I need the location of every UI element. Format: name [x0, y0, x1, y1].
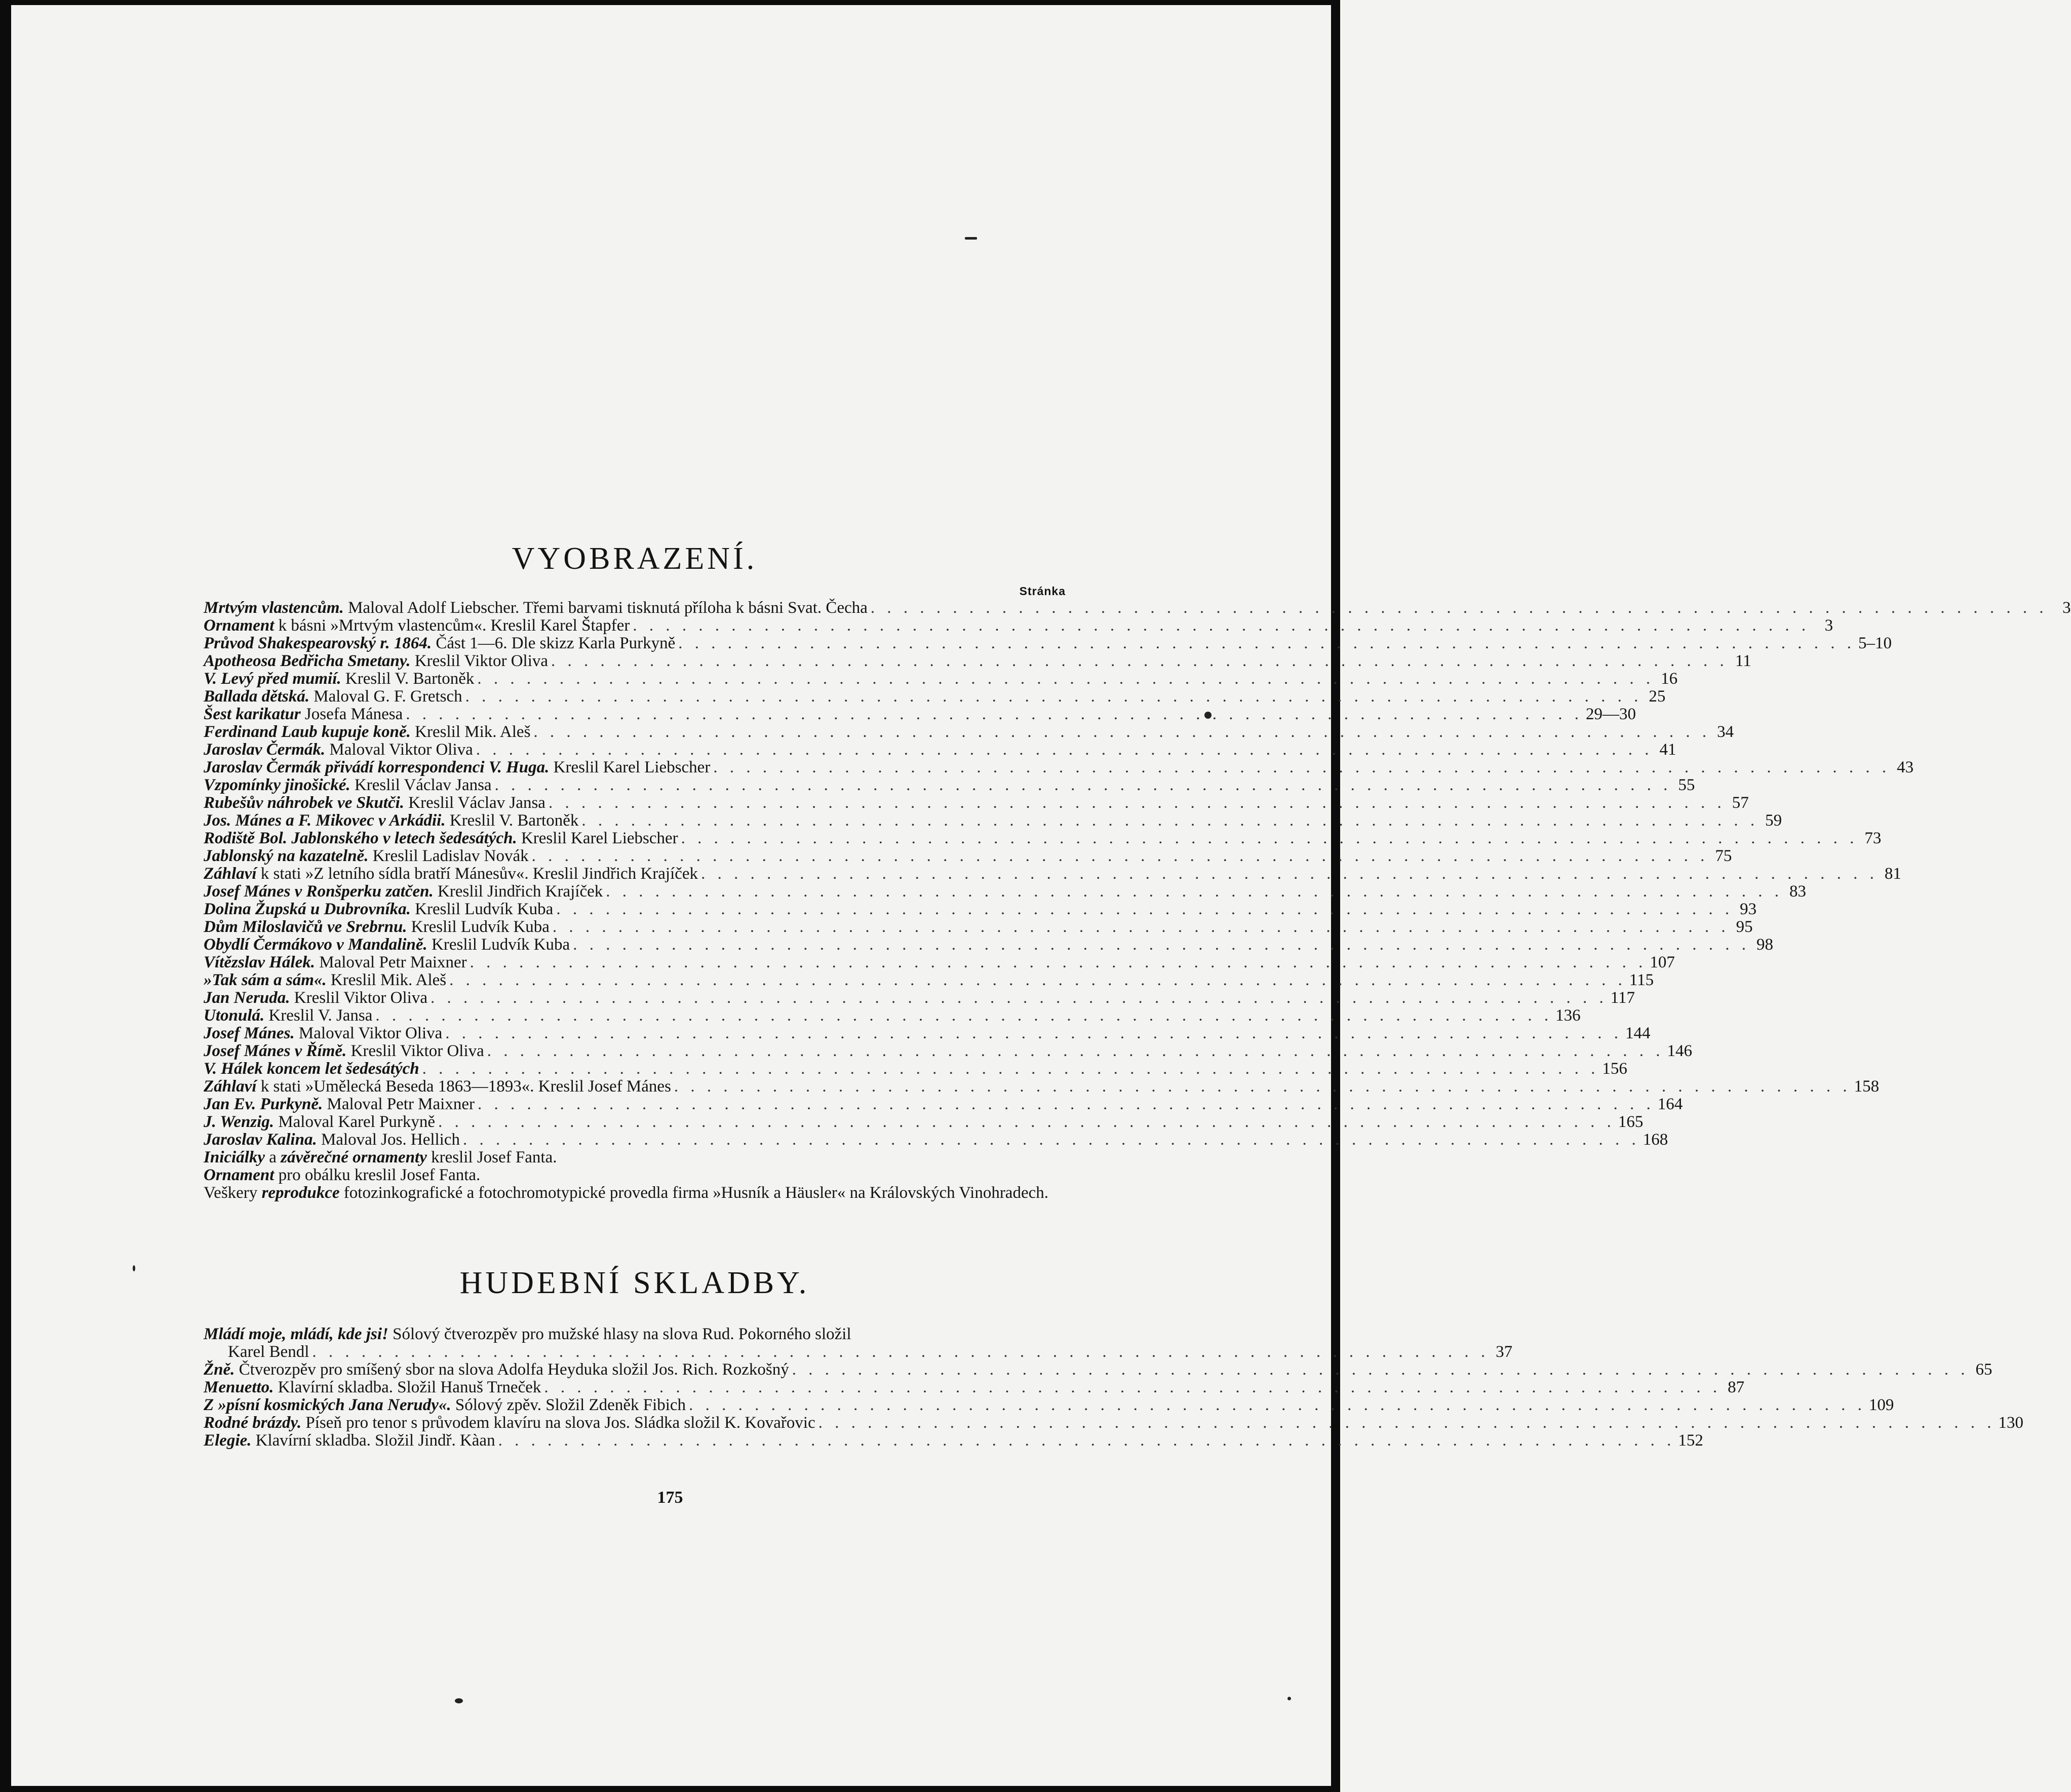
entry-title: Mrtvým vlastencům.	[204, 599, 344, 617]
note-cover-ornament: Ornament pro obálku kreslil Josef Fanta.	[204, 1166, 481, 1184]
list-item	[204, 687, 1666, 706]
entry-text	[204, 1042, 484, 1060]
entry-description: Maloval Viktor Oliva	[294, 1024, 443, 1042]
entry-title: Ballada dětská.	[204, 687, 310, 706]
entry-page: 3	[1824, 616, 1833, 635]
entry-description: Kreslil Karel Liebscher	[549, 758, 711, 776]
list-item	[204, 1360, 1992, 1379]
entry-title: Ferdinand Laub kupuje koně.	[204, 723, 411, 741]
entry-title: Jan Neruda.	[204, 989, 290, 1007]
list-item	[204, 616, 1833, 635]
list-item	[204, 811, 1782, 830]
entry-text	[204, 1113, 435, 1131]
entry-description: Maloval G. F. Gretsch	[309, 687, 462, 706]
scan-border-top	[0, 0, 1340, 5]
entry-title: Jan Ev. Purkyně.	[204, 1095, 323, 1113]
entry-text	[204, 1379, 541, 1396]
dot-leader	[478, 1096, 1655, 1113]
entry-page: 152	[1678, 1431, 1703, 1450]
entry-title: Obydlí Čermákovo v Mandalině.	[204, 936, 427, 954]
entry-page: 29—30	[1585, 705, 1636, 723]
entry-page: 34	[1717, 723, 1734, 741]
list-item	[204, 794, 1749, 812]
dot-leader	[465, 688, 1643, 706]
dot-leader	[463, 1131, 1640, 1149]
page-column-heading: Stránka	[1019, 585, 1066, 598]
illustrations-title: VYOBRAZENÍ.	[512, 541, 758, 576]
entry-page: 115	[1629, 971, 1654, 989]
list-item	[204, 900, 1757, 918]
list-item	[204, 652, 1751, 670]
dot-leader	[544, 1379, 1721, 1396]
entry-page: 41	[1659, 741, 1676, 759]
entry-title: Jablonský na kazatelně.	[204, 847, 369, 865]
entry-page: 87	[1728, 1378, 1745, 1396]
entry-title: Jaroslav Čermák.	[204, 741, 326, 759]
list-item	[204, 865, 1901, 883]
dot-leader	[438, 1113, 1615, 1131]
entry-text	[204, 1414, 815, 1432]
entry-page: 164	[1657, 1095, 1683, 1113]
entry-text	[204, 936, 570, 954]
scan-speck	[133, 1265, 135, 1271]
entry-description: Kreslil V. Bartoněk	[341, 670, 475, 688]
entry-description: Píseň pro tenor s průvodem klavíru na slova Jos. Sládka složil K. Kovařovic	[301, 1414, 815, 1432]
list-item	[204, 1396, 1894, 1414]
entry-description: Maloval Karel Purkyně	[274, 1113, 436, 1131]
dot-leader	[406, 706, 1583, 723]
entry-description: Maloval Adolf Liebscher. Třemi barvami tisknutá příloha k básni Svat. Čecha	[343, 599, 868, 617]
entry-title: Záhlaví	[204, 1077, 257, 1096]
entry-page: 73	[1864, 829, 1882, 847]
entry-page: 55	[1678, 776, 1695, 794]
entry-description: Kreslil Ludvík Kuba	[407, 918, 550, 936]
entry-text	[204, 1025, 442, 1042]
entry-text	[204, 759, 710, 776]
entry-title: Apotheosa Bedřicha Smetany.	[204, 652, 411, 670]
entry-description: Klavírní skladba. Složil Jindř. Kàan	[251, 1431, 495, 1450]
entry-text	[204, 1396, 686, 1414]
entry-text	[204, 901, 553, 918]
entry-title: Záhlaví	[204, 865, 257, 883]
entry-title: Rodiště Bol. Jablonského v letech šedesátých.	[204, 829, 517, 847]
entry-text	[204, 1078, 671, 1096]
entry-title: Menuetto.	[204, 1378, 274, 1396]
music-entry-first-continuation: Karel Bendl . . . 37	[204, 1343, 1066, 1361]
entry-page: 95	[1736, 918, 1753, 936]
entry-description: Maloval Petr Maixner	[315, 953, 467, 971]
list-item	[204, 918, 1753, 936]
list-item	[204, 953, 1675, 971]
entry-page: 65	[1975, 1360, 1992, 1379]
entry-page: 156	[1602, 1060, 1627, 1078]
note-initials: Iniciálky a závěrečné ornamenty kreslil Josef Fanta.	[204, 1148, 557, 1166]
entry-text	[204, 918, 550, 936]
list-item	[204, 1006, 1581, 1025]
entry-text	[204, 706, 403, 723]
entry-description: Kreslil Karel Liebscher	[517, 829, 678, 847]
dot-leader	[495, 776, 1672, 794]
dot-leader	[375, 1007, 1552, 1025]
entry-text	[204, 1007, 372, 1025]
dot-leader	[551, 652, 1728, 670]
entry-title: Šest karikatur	[204, 705, 301, 723]
list-item	[204, 882, 1807, 901]
entry-title: Z »písní kosmických Jana Nerudy«.	[204, 1396, 451, 1414]
entry-text	[204, 794, 545, 812]
list-item	[204, 971, 1654, 989]
list-item	[204, 1113, 1644, 1131]
entry-text	[204, 1131, 460, 1149]
entry-page: 16	[1661, 670, 1678, 688]
entry-page: 59	[1765, 811, 1782, 830]
scan-speck	[455, 1698, 463, 1703]
dot-leader	[606, 883, 1783, 901]
entry-text	[204, 1432, 495, 1450]
entry-page: 98	[1756, 936, 1773, 954]
entry-page: 3	[2062, 599, 2071, 617]
entry-title: »Tak sám a sám«.	[204, 971, 327, 989]
dot-leader	[871, 599, 2048, 617]
entry-page: 165	[1618, 1113, 1644, 1131]
entry-text	[204, 723, 530, 741]
dot-leader	[678, 635, 1855, 652]
entry-description: Kreslil Viktor Oliva	[410, 652, 549, 670]
entry-page: 158	[1854, 1077, 1880, 1096]
entry-title: V. Hálek koncem let šedesátých	[204, 1060, 419, 1078]
list-item	[204, 1077, 1880, 1096]
list-item	[204, 1095, 1683, 1113]
entry-page: 109	[1868, 1396, 1894, 1414]
music-entry-first: Mládí moje, mládí, kde jsi! Sólový čtverozpěv pro mužské hlasy na slova Rud. Pokorného složil	[204, 1325, 851, 1343]
entry-description: Klavírní skladba. Složil Hanuš Trneček	[273, 1378, 541, 1396]
entry-description: Kreslil V. Bartoněk	[445, 811, 579, 830]
entry-description: k stati »Z letního sídla bratří Mánesův«. Kreslil Jindřich Krajíček	[256, 865, 698, 883]
dot-leader	[818, 1414, 1996, 1432]
entry-page: 117	[1610, 989, 1635, 1007]
entry-text	[204, 688, 462, 706]
entry-title: Utonulá.	[204, 1006, 265, 1025]
entry-page: 11	[1735, 652, 1751, 670]
entry-page: 43	[1897, 758, 1914, 776]
dot-leader	[476, 741, 1653, 759]
entry-description: k stati »Umělecká Beseda 1863—1893«. Kreslil Josef Mánes	[256, 1077, 671, 1096]
entry-description: Kreslil Václav Jansa	[404, 794, 545, 812]
entry-title: Jos. Mánes a F. Mikovec v Arkádii.	[204, 811, 446, 830]
entry-text	[204, 830, 678, 847]
entry-description: Čtverozpěv pro smíšený sbor na slova Adolfa Heyduka složil Jos. Rich. Rozkošný	[235, 1360, 789, 1379]
list-item	[204, 1042, 1693, 1060]
entry-text	[204, 617, 630, 635]
entry-text	[204, 776, 492, 794]
list-item	[204, 829, 1882, 847]
entry-page: 83	[1789, 882, 1807, 901]
music-list	[204, 1360, 2023, 1450]
dot-leader	[792, 1361, 1969, 1379]
list-item	[204, 741, 1676, 759]
dot-leader	[556, 901, 1733, 918]
entry-page: 93	[1740, 900, 1757, 918]
list-item	[204, 723, 1734, 741]
list-item	[204, 1414, 2023, 1432]
page-number: 175	[657, 1488, 683, 1507]
entry-description: Kreslil Ludvík Kuba	[410, 900, 554, 918]
entry-description: Kreslil Ladislav Novák	[368, 847, 529, 865]
dot-leader	[532, 847, 1709, 865]
entry-text	[204, 812, 578, 830]
entry-title: Josef Mánes v Ronšperku zatčen.	[204, 882, 434, 901]
entry-title: Josef Mánes.	[204, 1024, 295, 1042]
entry-text	[204, 670, 474, 688]
entry-page: 168	[1643, 1131, 1668, 1149]
entry-text	[204, 652, 548, 670]
entry-title: V. Levý před mumií.	[204, 670, 341, 688]
scan-speck	[1287, 1697, 1291, 1700]
entry-text	[204, 635, 675, 652]
dot-leader	[581, 812, 1759, 830]
music-section	[204, 1265, 2023, 1450]
dot-leader	[422, 1060, 1599, 1078]
entry-description: Kreslil Ludvík Kuba	[427, 936, 570, 954]
dot-leader	[487, 1042, 1664, 1060]
list-item	[204, 1378, 1745, 1396]
dot-leader	[470, 954, 1647, 971]
scan-border-bottom	[0, 1786, 1340, 1792]
entry-description: Josefa Mánesa	[300, 705, 403, 723]
dot-leader	[633, 617, 1810, 635]
entry-description: Kreslil Jindřich Krajíček	[433, 882, 603, 901]
dot-leader	[431, 989, 1608, 1007]
dot-leader	[449, 971, 1626, 989]
dot-leader	[445, 1025, 1622, 1042]
dot-leader	[701, 865, 1878, 883]
entry-page: 75	[1715, 847, 1732, 865]
list-item	[204, 1060, 1627, 1078]
entry-title: Josef Mánes v Římě.	[204, 1042, 347, 1060]
list-item	[204, 989, 1635, 1007]
list-item	[204, 758, 1914, 776]
list-item	[204, 1431, 1703, 1450]
dot-leader	[549, 794, 1726, 812]
entry-description: Kreslil Viktor Oliva	[346, 1042, 484, 1060]
entry-text	[204, 954, 467, 971]
dot-leader	[573, 936, 1750, 954]
entry-text	[204, 1361, 789, 1379]
entry-title: Rodné brázdy.	[204, 1414, 302, 1432]
illustrations-section	[204, 541, 2071, 1202]
entry-page: 5–10	[1858, 634, 1892, 652]
entry-text	[204, 741, 473, 759]
entry-text	[204, 883, 603, 901]
list-item	[204, 1131, 1668, 1149]
list-item	[204, 599, 2071, 617]
entry-description: Sólový zpěv. Složil Zdeněk Fibich	[451, 1396, 686, 1414]
entry-title: Jaroslav Čermák přivádí korrespondenci V. Huga.	[204, 758, 550, 776]
entry-title: Žně.	[204, 1360, 235, 1379]
entry-description: k básni »Mrtvým vlastencům«. Kreslil Karel Štapfer	[274, 616, 630, 635]
list-item	[204, 705, 1636, 723]
entry-text	[204, 1060, 419, 1078]
entry-description: Kreslil Mik. Aleš	[410, 723, 531, 741]
list-item	[204, 936, 1773, 954]
dot-leader	[533, 723, 1710, 741]
entry-page: 81	[1884, 865, 1901, 883]
entry-title: Elegie.	[204, 1431, 252, 1450]
note-reproduction-credit: Veškery reprodukce fotozinkografické a fotochromotypické provedla firma »Husník a Häusler« na Královských Vinohradech.	[204, 1184, 1049, 1202]
entry-page: 130	[1998, 1414, 2023, 1432]
entry-text	[204, 1096, 475, 1113]
entry-description: Kreslil Viktor Oliva	[290, 989, 427, 1007]
dot-leader	[553, 918, 1730, 936]
list-item	[204, 670, 1678, 688]
entry-page: 146	[1667, 1042, 1693, 1060]
entry-page: 25	[1649, 687, 1666, 706]
entry-title: Vítězslav Hálek.	[204, 953, 315, 971]
entry-description: Maloval Jos. Hellich	[317, 1131, 460, 1149]
entry-description: Kreslil V. Jansa	[264, 1006, 373, 1025]
entry-page: 107	[1650, 953, 1675, 971]
entry-title: Průvod Shakespearovský r. 1864.	[204, 634, 432, 652]
entry-description: Maloval Viktor Oliva	[325, 741, 473, 759]
entry-title: Dolina Župská u Dubrovníka.	[204, 900, 411, 918]
dot-leader	[498, 1432, 1675, 1450]
entry-description: Kreslil Mik. Aleš	[326, 971, 447, 989]
entry-page: 144	[1625, 1024, 1651, 1042]
dot-leader	[477, 670, 1654, 688]
entry-title: Dům Miloslavičů ve Srebrnu.	[204, 918, 407, 936]
entry-text	[204, 847, 529, 865]
list-item	[204, 1024, 1651, 1042]
entry-text	[204, 971, 446, 989]
entry-page: 57	[1732, 794, 1749, 812]
entry-page: 136	[1555, 1006, 1581, 1025]
music-title: HUDEBNÍ SKLADBY.	[459, 1266, 810, 1300]
entry-title: Jaroslav Kalina.	[204, 1131, 317, 1149]
list-item	[204, 847, 1732, 865]
dot-leader	[713, 759, 1890, 776]
list-item	[204, 634, 1892, 652]
entry-title: Rubešův náhrobek ve Skutči.	[204, 794, 405, 812]
illustrations-list	[204, 599, 2071, 1149]
entry-description: Část 1—6. Dle skizz Karla Purkyně	[432, 634, 676, 652]
entry-title: Vzpomínky jinošické.	[204, 776, 350, 794]
dot-leader	[689, 1396, 1866, 1414]
scan-border-left	[0, 0, 11, 1792]
entry-text	[204, 865, 698, 883]
list-item	[204, 776, 1695, 794]
entry-title: Ornament	[204, 616, 275, 635]
dot-leader	[674, 1078, 1851, 1096]
entry-title: J. Wenzig.	[204, 1113, 275, 1131]
entry-description: Kreslil Václav Jansa	[350, 776, 492, 794]
entry-text	[204, 989, 427, 1007]
dot-leader	[681, 830, 1858, 847]
entry-text	[204, 599, 868, 617]
entry-description: Maloval Petr Maixner	[323, 1095, 475, 1113]
scan-speck	[965, 237, 977, 240]
